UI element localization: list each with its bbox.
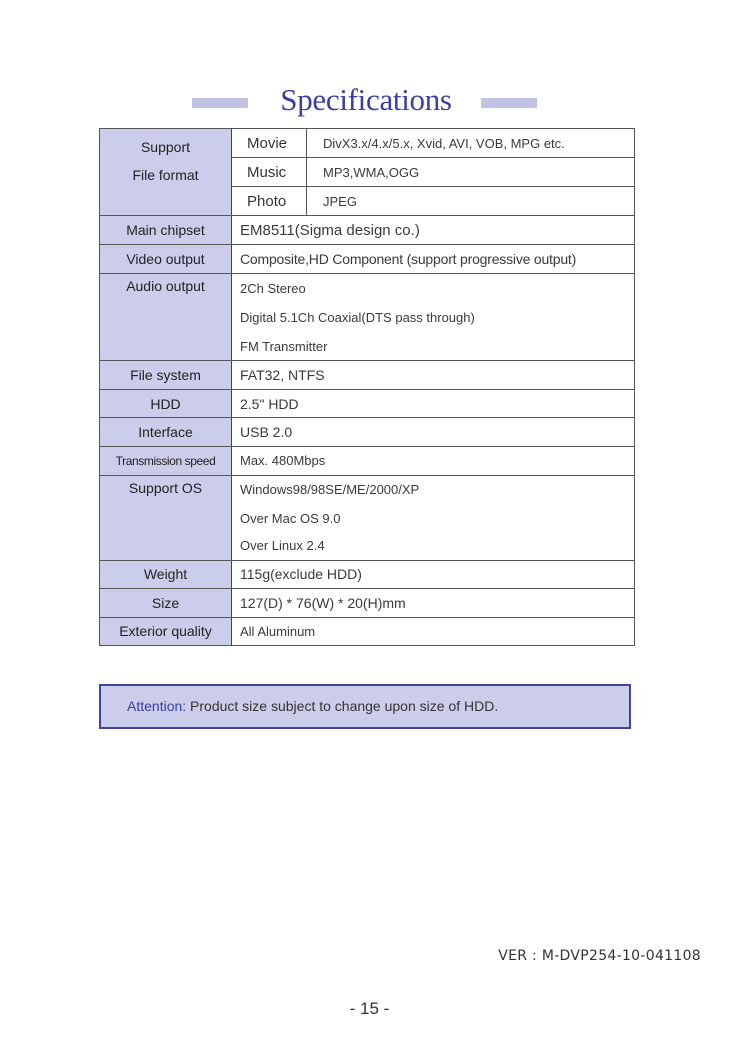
page-number: - 15 -	[349, 999, 390, 1018]
spec-key-interface: Interface	[100, 418, 232, 446]
spec-row-file-system	[100, 361, 635, 390]
spec-key-audio-output: Audio output	[100, 274, 232, 361]
spec-value-audio-output-2: Digital 5.1Ch Coaxial(DTS pass through)	[232, 303, 635, 332]
spec-value-music: MP3,WMA,OGG	[307, 158, 635, 187]
spec-value-support-os-2: Over Mac OS 9.0	[232, 504, 635, 532]
spec-key-exterior-quality: Exterior quality	[100, 617, 232, 645]
title-section	[0, 82, 739, 124]
spec-row-support-os	[100, 475, 635, 504]
page-title: Specifications	[280, 82, 452, 117]
spec-row-exterior-quality	[100, 617, 635, 645]
attention-label: Attention:	[127, 698, 187, 714]
spec-key-file-system: File system	[100, 361, 232, 390]
spec-row-audio-output	[100, 274, 635, 303]
spec-value-transmission-speed: Max. 480Mbps	[232, 446, 635, 475]
spec-value-main-chipset: EM8511(Sigma design co.)	[232, 216, 635, 245]
spec-value-exterior-quality: All Aluminum	[232, 617, 635, 645]
attention-box	[99, 684, 631, 729]
spec-row-interface	[100, 418, 635, 446]
spec-row-transmission-speed	[100, 446, 635, 475]
spec-value-file-system: FAT32, NTFS	[232, 361, 635, 390]
attention-text: Product size subject to change upon size of HDD.	[186, 698, 499, 714]
spec-value-weight: 115g(exclude HDD)	[232, 560, 635, 588]
spec-row-main-chipset	[100, 216, 635, 245]
spec-row-size	[100, 588, 635, 617]
spec-value-hdd: 2.5" HDD	[232, 390, 635, 418]
spec-row-weight	[100, 560, 635, 588]
spec-subkey-music: Music	[232, 158, 307, 187]
spec-key-support-file-format	[100, 129, 232, 216]
spec-value-movie: DivX3.x/4.x/5.x, Xvid, AVI, VOB, MPG etc.	[307, 129, 635, 158]
spec-value-photo: JPEG	[307, 187, 635, 216]
spec-key-video-output: Video output	[100, 245, 232, 274]
spec-key-support-os: Support OS	[100, 475, 232, 560]
spec-value-interface: USB 2.0	[232, 418, 635, 446]
spec-value-video-output: Composite,HD Component (support progressive output)	[232, 245, 635, 274]
spec-row-hdd	[100, 390, 635, 418]
spec-key-size: Size	[100, 588, 232, 617]
spec-key-line2: File format	[132, 167, 199, 183]
spec-key-hdd: HDD	[100, 390, 232, 418]
title-decoration-left	[192, 98, 248, 108]
title-decoration-right	[481, 98, 537, 108]
spec-value-support-os-1: Windows98/98SE/ME/2000/XP	[232, 475, 635, 504]
spec-key-line1: Support	[140, 139, 191, 155]
spec-value-size: 127(D) * 76(W) * 20(H)mm	[232, 588, 635, 617]
spec-key-main-chipset: Main chipset	[100, 216, 232, 245]
attention-text-wrap	[127, 698, 498, 714]
specifications-table	[99, 128, 635, 646]
spec-value-audio-output-1: 2Ch Stereo	[232, 274, 635, 303]
spec-value-audio-output-3: FM Transmitter	[232, 332, 635, 361]
spec-subkey-movie: Movie	[232, 129, 307, 158]
spec-key-weight: Weight	[100, 560, 232, 588]
spec-value-support-os-3: Over Linux 2.4	[232, 532, 635, 560]
spec-row-movie	[100, 129, 635, 158]
version-label: VER : M-DVP254-10-041108	[498, 948, 701, 964]
spec-key-transmission-speed: Transmission speed	[100, 446, 232, 475]
spec-row-video-output	[100, 245, 635, 274]
spec-subkey-photo: Photo	[232, 187, 307, 216]
